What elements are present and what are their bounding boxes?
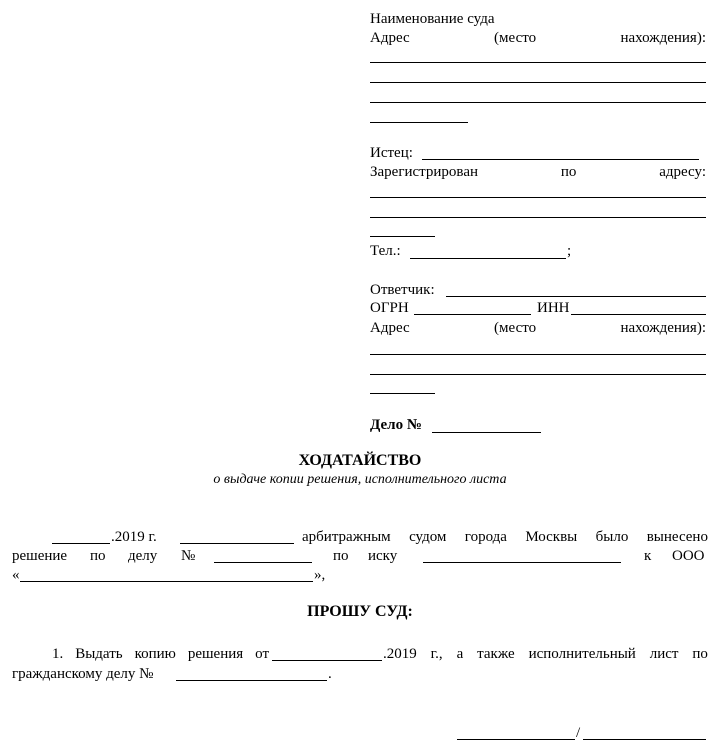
- request-word: решения: [187, 646, 244, 662]
- request-line-2: гражданскому делу №: [12, 666, 154, 682]
- quote-open: «: [12, 567, 20, 583]
- body-word: иску: [368, 548, 398, 564]
- case-number-blank[interactable]: [432, 432, 541, 433]
- registered-word: адресу:: [659, 164, 706, 180]
- defendant-address-blank[interactable]: [370, 374, 706, 375]
- case-ref-blank[interactable]: [214, 562, 312, 563]
- civil-case-blank[interactable]: [176, 680, 327, 681]
- request-word: Выдать: [75, 646, 123, 662]
- plaintiff-label: Истец:: [370, 145, 413, 161]
- request-word: по: [692, 646, 708, 662]
- court-address-blank[interactable]: [370, 62, 706, 63]
- document-title: ХОДАТАЙСТВО: [298, 452, 422, 469]
- request-word: лист: [649, 646, 679, 662]
- court-address-line: [370, 31, 706, 46]
- defendant-address-line: [370, 321, 706, 336]
- request-end: .: [328, 666, 332, 682]
- request-heading: ПРОШУ СУД:: [307, 603, 413, 620]
- body-word: судом: [409, 529, 447, 545]
- body-word: города: [464, 529, 507, 545]
- body-word: ООО: [672, 548, 705, 564]
- claim-blank[interactable]: [423, 562, 621, 563]
- request-word: копию: [134, 646, 176, 662]
- request-word: также: [477, 646, 515, 662]
- plaintiff-address-blank[interactable]: [370, 236, 435, 237]
- year-text: .2019 г.: [111, 529, 157, 545]
- body-word: по: [333, 548, 349, 564]
- signature-blank[interactable]: [457, 739, 575, 740]
- request-word: 1.: [52, 646, 64, 662]
- plaintiff-address-blank[interactable]: [370, 197, 706, 198]
- phone-end: ;: [567, 243, 572, 259]
- body-word: арбитражным: [302, 529, 391, 545]
- plaintiff-address-blank[interactable]: [370, 217, 706, 218]
- court-address-blank[interactable]: [370, 102, 706, 103]
- date-blank[interactable]: [52, 543, 110, 544]
- ogrn-label: ОГРН: [370, 300, 409, 316]
- registered-line: [370, 165, 706, 180]
- quote-close: »,: [314, 567, 326, 583]
- request-word: а: [456, 646, 464, 662]
- body-line-1: [302, 530, 708, 545]
- address-word: Адрес: [370, 320, 410, 336]
- address-word: Адрес: [370, 30, 410, 46]
- signature-name-blank[interactable]: [583, 739, 706, 740]
- address-word: (место: [494, 320, 537, 336]
- request-word: .2019: [383, 646, 417, 662]
- signature-separator: /: [576, 725, 581, 741]
- body-word: к: [644, 548, 652, 564]
- defendant-blank[interactable]: [446, 296, 706, 297]
- request-word: исполнительный: [528, 646, 636, 662]
- registered-word: Зарегистрирован: [370, 164, 479, 180]
- court-blank[interactable]: [180, 543, 294, 544]
- registered-word: по: [560, 164, 577, 180]
- body-word: Москвы: [525, 529, 578, 545]
- phone-label: Тел.:: [370, 243, 401, 259]
- decision-date-blank[interactable]: [272, 660, 382, 661]
- company-name-blank[interactable]: [20, 581, 313, 582]
- body-word: №: [181, 548, 196, 564]
- body-word: решение: [12, 548, 68, 564]
- plaintiff-blank[interactable]: [422, 159, 699, 160]
- body-word: делу: [128, 548, 158, 564]
- body-word: было: [595, 529, 629, 545]
- defendant-label: Ответчик:: [370, 282, 435, 298]
- ogrn-blank[interactable]: [414, 314, 531, 315]
- defendant-address-blank[interactable]: [370, 354, 706, 355]
- phone-blank[interactable]: [410, 258, 566, 259]
- court-address-blank[interactable]: [370, 122, 468, 123]
- address-word: (место: [494, 30, 537, 46]
- request-word: г.,: [430, 646, 443, 662]
- document-subtitle: о выдаче копии решения, исполнительного листа: [213, 472, 507, 487]
- request-item-start: [52, 647, 269, 662]
- address-word: нахождения):: [620, 30, 706, 46]
- body-word: по: [90, 548, 106, 564]
- court-address-blank[interactable]: [370, 82, 706, 83]
- defendant-address-blank[interactable]: [370, 393, 435, 394]
- request-word: от: [255, 646, 269, 662]
- body-word: вынесено: [646, 529, 708, 545]
- court-name: Наименование суда: [370, 11, 495, 27]
- request-item-rest: [383, 647, 708, 662]
- inn-blank[interactable]: [571, 314, 706, 315]
- case-label: Дело №: [370, 417, 422, 433]
- inn-label: ИНН: [537, 300, 570, 316]
- address-word: нахождения):: [620, 320, 706, 336]
